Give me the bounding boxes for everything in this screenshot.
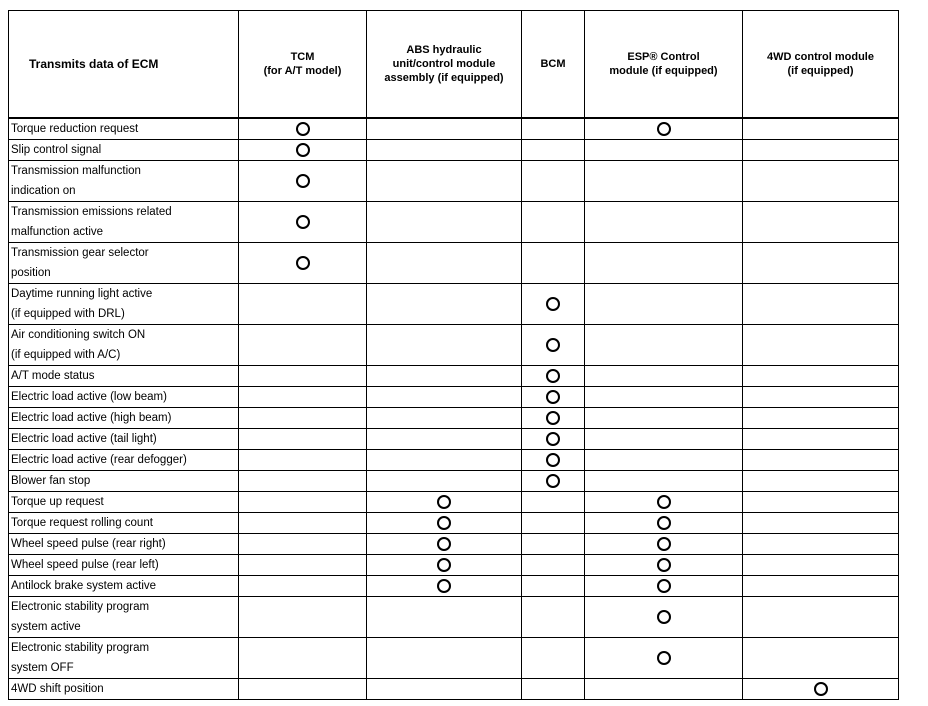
circle-mark-icon — [546, 474, 560, 488]
table-row — [9, 471, 899, 492]
cell-abs — [367, 161, 522, 202]
cell-tcm — [239, 387, 367, 408]
circle-mark-icon — [437, 579, 451, 593]
table-row — [9, 408, 899, 429]
cell-bcm — [522, 202, 585, 243]
circle-mark-icon — [546, 369, 560, 383]
cell-abs — [367, 387, 522, 408]
row-label: Electric load active (high beam) — [9, 408, 239, 429]
table-row — [9, 429, 899, 450]
row-label: 4WD shift position — [9, 679, 239, 700]
row-label: Electronic stability program system active — [9, 597, 239, 638]
table-row — [9, 638, 899, 679]
circle-mark-icon — [296, 122, 310, 136]
table-row — [9, 243, 899, 284]
cell-tcm — [239, 576, 367, 597]
cell-4wd — [743, 555, 899, 576]
cell-tcm — [239, 471, 367, 492]
row-label: Wheel speed pulse (rear right) — [9, 534, 239, 555]
cell-tcm — [239, 492, 367, 513]
cell-bcm — [522, 555, 585, 576]
row-label: Torque up request — [9, 492, 239, 513]
table-body — [9, 118, 899, 700]
cell-bcm — [522, 492, 585, 513]
cell-esp — [585, 284, 743, 325]
column-header-abs: ABS hydraulic unit/control module assembly (if equipped) — [367, 11, 522, 119]
cell-esp — [585, 638, 743, 679]
cell-esp — [585, 555, 743, 576]
row-label: Torque reduction request — [9, 118, 239, 140]
cell-bcm — [522, 325, 585, 366]
column-header-tcm: TCM (for A/T model) — [239, 11, 367, 119]
circle-mark-icon — [546, 297, 560, 311]
cell-esp — [585, 140, 743, 161]
circle-mark-icon — [814, 682, 828, 696]
cell-abs — [367, 429, 522, 450]
cell-4wd — [743, 450, 899, 471]
cell-bcm — [522, 243, 585, 284]
row-label: Air conditioning switch ON (if equipped with A/C) — [9, 325, 239, 366]
cell-esp — [585, 471, 743, 492]
row-label: Blower fan stop — [9, 471, 239, 492]
cell-abs — [367, 492, 522, 513]
cell-abs — [367, 576, 522, 597]
table-row — [9, 597, 899, 638]
cell-esp — [585, 325, 743, 366]
circle-mark-icon — [546, 338, 560, 352]
circle-mark-icon — [546, 432, 560, 446]
table-header — [9, 11, 899, 119]
cell-abs — [367, 450, 522, 471]
row-label: Transmission emissions related malfunction active — [9, 202, 239, 243]
cell-bcm — [522, 429, 585, 450]
cell-abs — [367, 140, 522, 161]
cell-tcm — [239, 429, 367, 450]
cell-4wd — [743, 679, 899, 700]
row-label: Electric load active (rear defogger) — [9, 450, 239, 471]
cell-4wd — [743, 202, 899, 243]
column-header-transmits: Transmits data of ECM — [9, 11, 239, 119]
cell-bcm — [522, 679, 585, 700]
cell-tcm — [239, 597, 367, 638]
column-header-bcm: BCM — [522, 11, 585, 119]
cell-bcm — [522, 118, 585, 140]
circle-mark-icon — [657, 651, 671, 665]
table-row — [9, 387, 899, 408]
cell-abs — [367, 202, 522, 243]
cell-esp — [585, 576, 743, 597]
circle-mark-icon — [296, 174, 310, 188]
cell-4wd — [743, 597, 899, 638]
cell-tcm — [239, 366, 367, 387]
cell-bcm — [522, 408, 585, 429]
circle-mark-icon — [657, 495, 671, 509]
ecm-data-table — [8, 10, 899, 700]
table-row — [9, 202, 899, 243]
table-row — [9, 576, 899, 597]
cell-tcm — [239, 118, 367, 140]
column-header-esp: ESP® Control module (if equipped) — [585, 11, 743, 119]
cell-tcm — [239, 679, 367, 700]
cell-esp — [585, 387, 743, 408]
cell-4wd — [743, 513, 899, 534]
row-label: Slip control signal — [9, 140, 239, 161]
circle-mark-icon — [657, 516, 671, 530]
cell-abs — [367, 534, 522, 555]
table-row — [9, 161, 899, 202]
cell-bcm — [522, 513, 585, 534]
cell-4wd — [743, 638, 899, 679]
cell-esp — [585, 161, 743, 202]
table-row — [9, 118, 899, 140]
circle-mark-icon — [657, 610, 671, 624]
row-label: A/T mode status — [9, 366, 239, 387]
cell-abs — [367, 679, 522, 700]
circle-mark-icon — [296, 256, 310, 270]
row-label: Transmission malfunction indication on — [9, 161, 239, 202]
cell-tcm — [239, 140, 367, 161]
cell-tcm — [239, 325, 367, 366]
cell-abs — [367, 284, 522, 325]
table-row — [9, 450, 899, 471]
cell-4wd — [743, 284, 899, 325]
cell-abs — [367, 118, 522, 140]
cell-bcm — [522, 534, 585, 555]
circle-mark-icon — [657, 579, 671, 593]
row-label: Electric load active (low beam) — [9, 387, 239, 408]
header-row — [9, 11, 899, 119]
cell-bcm — [522, 161, 585, 202]
cell-esp — [585, 513, 743, 534]
row-label: Torque request rolling count — [9, 513, 239, 534]
cell-abs — [367, 243, 522, 284]
cell-tcm — [239, 408, 367, 429]
cell-bcm — [522, 576, 585, 597]
table-row — [9, 679, 899, 700]
cell-bcm — [522, 471, 585, 492]
cell-tcm — [239, 638, 367, 679]
cell-4wd — [743, 576, 899, 597]
cell-tcm — [239, 513, 367, 534]
cell-4wd — [743, 387, 899, 408]
circle-mark-icon — [546, 390, 560, 404]
cell-bcm — [522, 140, 585, 161]
circle-mark-icon — [546, 453, 560, 467]
cell-bcm — [522, 284, 585, 325]
table-row — [9, 555, 899, 576]
cell-4wd — [743, 408, 899, 429]
cell-4wd — [743, 118, 899, 140]
cell-4wd — [743, 325, 899, 366]
row-label: Antilock brake system active — [9, 576, 239, 597]
cell-abs — [367, 513, 522, 534]
cell-abs — [367, 597, 522, 638]
cell-tcm — [239, 202, 367, 243]
cell-abs — [367, 471, 522, 492]
table-row — [9, 140, 899, 161]
cell-esp — [585, 429, 743, 450]
cell-esp — [585, 408, 743, 429]
cell-bcm — [522, 366, 585, 387]
cell-abs — [367, 555, 522, 576]
row-label: Wheel speed pulse (rear left) — [9, 555, 239, 576]
cell-bcm — [522, 387, 585, 408]
cell-tcm — [239, 450, 367, 471]
table-row — [9, 325, 899, 366]
circle-mark-icon — [437, 516, 451, 530]
circle-mark-icon — [657, 122, 671, 136]
cell-esp — [585, 243, 743, 284]
row-label: Daytime running light active (if equipped with DRL) — [9, 284, 239, 325]
cell-bcm — [522, 638, 585, 679]
row-label: Transmission gear selector position — [9, 243, 239, 284]
table-row — [9, 366, 899, 387]
cell-tcm — [239, 534, 367, 555]
cell-tcm — [239, 284, 367, 325]
cell-tcm — [239, 243, 367, 284]
circle-mark-icon — [296, 143, 310, 157]
cell-4wd — [743, 243, 899, 284]
cell-tcm — [239, 555, 367, 576]
cell-esp — [585, 492, 743, 513]
circle-mark-icon — [437, 495, 451, 509]
circle-mark-icon — [296, 215, 310, 229]
circle-mark-icon — [657, 558, 671, 572]
cell-esp — [585, 679, 743, 700]
table-row — [9, 534, 899, 555]
cell-bcm — [522, 597, 585, 638]
circle-mark-icon — [546, 411, 560, 425]
cell-esp — [585, 118, 743, 140]
column-header-4wd: 4WD control module (if equipped) — [743, 11, 899, 119]
cell-4wd — [743, 492, 899, 513]
cell-4wd — [743, 534, 899, 555]
table-row — [9, 284, 899, 325]
cell-tcm — [239, 161, 367, 202]
cell-esp — [585, 366, 743, 387]
table-row — [9, 513, 899, 534]
table-row — [9, 492, 899, 513]
cell-abs — [367, 638, 522, 679]
cell-abs — [367, 408, 522, 429]
cell-bcm — [522, 450, 585, 471]
circle-mark-icon — [437, 537, 451, 551]
circle-mark-icon — [657, 537, 671, 551]
cell-esp — [585, 534, 743, 555]
circle-mark-icon — [437, 558, 451, 572]
cell-abs — [367, 366, 522, 387]
cell-4wd — [743, 140, 899, 161]
cell-esp — [585, 450, 743, 471]
row-label: Electric load active (tail light) — [9, 429, 239, 450]
cell-4wd — [743, 366, 899, 387]
cell-4wd — [743, 161, 899, 202]
row-label: Electronic stability program system OFF — [9, 638, 239, 679]
cell-esp — [585, 202, 743, 243]
cell-esp — [585, 597, 743, 638]
cell-abs — [367, 325, 522, 366]
cell-4wd — [743, 429, 899, 450]
cell-4wd — [743, 471, 899, 492]
